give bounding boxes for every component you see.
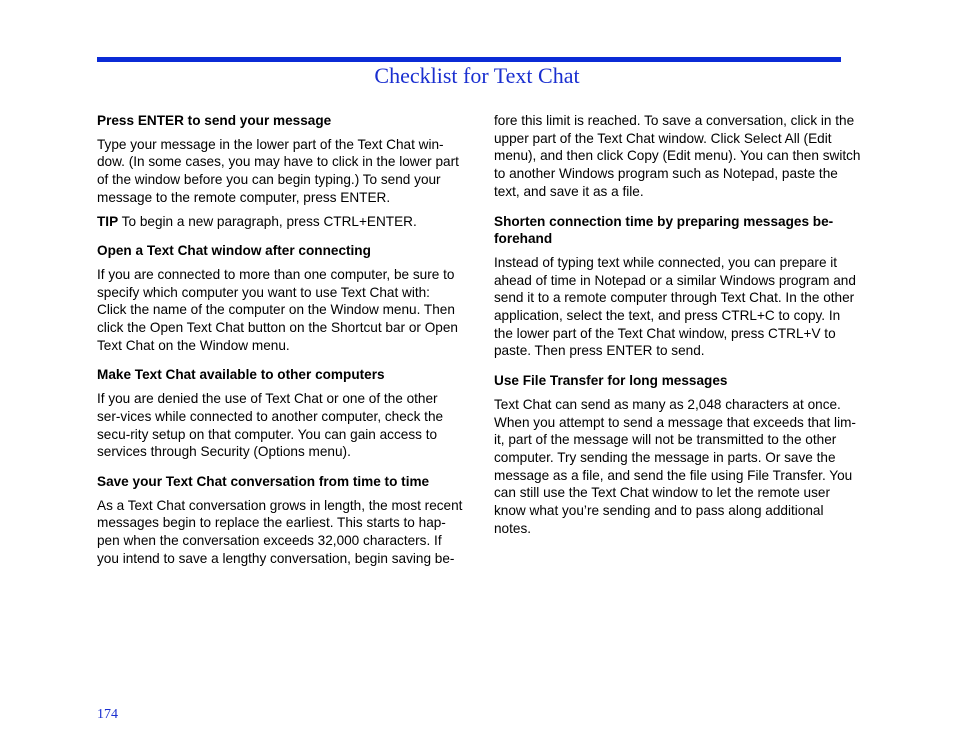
tip-paragraph bbox=[97, 213, 463, 231]
section-body: If you are connected to more than one computer, be sure to specify which computer you want to use Text Chat with: Click the name of the computer on the Window menu. Then click the Open Text Chat button on the Shortcut bar or Open Text Chat on the Window menu. bbox=[97, 266, 458, 353]
left-column bbox=[97, 112, 463, 573]
section-heading: Shorten connection time by preparing messages be-forehand bbox=[494, 213, 834, 247]
right-column bbox=[494, 112, 862, 543]
section-body: fore this limit is reached. To save a conversation, click in the upper part of the Text Chat window. Click Select All (Edit menu), and then click Copy (Edit menu). You can then switch to another Windows program such as Notepad, paste the text, and save it as a file. bbox=[494, 113, 861, 199]
section-body: If you are denied the use of Text Chat or one of the other ser-vices while connected to another computer, check the secu-rity setup on that computer. You can gain access to services through Security (Options menu). bbox=[97, 391, 444, 460]
page-title: Checklist for Text Chat bbox=[374, 63, 580, 88]
section-press-enter bbox=[97, 112, 463, 230]
section-heading: Press ENTER to send your message bbox=[97, 113, 332, 128]
section-body: As a Text Chat conversation grows in length, the most recent messages begin to replace the earliest. This starts to hap-pen when the conversation exceeds 32,000 characters. If you intend to save a lengthy conversation, begin saving be- bbox=[97, 497, 463, 566]
section-heading: Use File Transfer for long messages bbox=[494, 373, 728, 389]
section-make-available bbox=[97, 366, 463, 461]
tip-label: TIP bbox=[97, 213, 119, 229]
section-shorten-connection bbox=[494, 213, 862, 361]
section-heading: Make Text Chat available to other computers bbox=[97, 367, 385, 383]
section-heading: Save your Text Chat conversation from time to time bbox=[97, 473, 430, 489]
section-open-window bbox=[97, 242, 463, 354]
section-body: Instead of typing text while connected, you can prepare it ahead of time in Notepad or a similar Windows program and send it to a remote computer through Text Chat. In the other application, select the text, and press CTRL+C to copy. In the lower part of the Text Chat window, press CTRL+V to paste. Then press ENTER to send. bbox=[494, 254, 856, 359]
section-file-transfer bbox=[494, 372, 862, 537]
section-body: Text Chat can send as many as 2,048 characters at once. When you attempt to send a message that exceeds that lim-it, part of the message will not be transmitted to the other computer. Try sending the message in parts. Or save the message as a file, and send the file using File Transfer. You can still use the Text Chat window to let the remote user know what you’re sending and to pass along additional notes. bbox=[494, 396, 856, 536]
section-heading: Open a Text Chat window after connecting bbox=[97, 243, 371, 259]
page-number: 174 bbox=[97, 707, 118, 722]
section-save-conversation-continued bbox=[494, 112, 862, 201]
section-body: Type your message in the lower part of the Text Chat win-dow. (In some cases, you may have to click in the lower part of the window before you can begin typing.) To send your message to the remote computer, press ENTER. bbox=[97, 136, 459, 205]
section-save-conversation bbox=[97, 473, 463, 568]
tip-text: To begin a new paragraph, press CTRL+ENTER. bbox=[118, 213, 417, 229]
